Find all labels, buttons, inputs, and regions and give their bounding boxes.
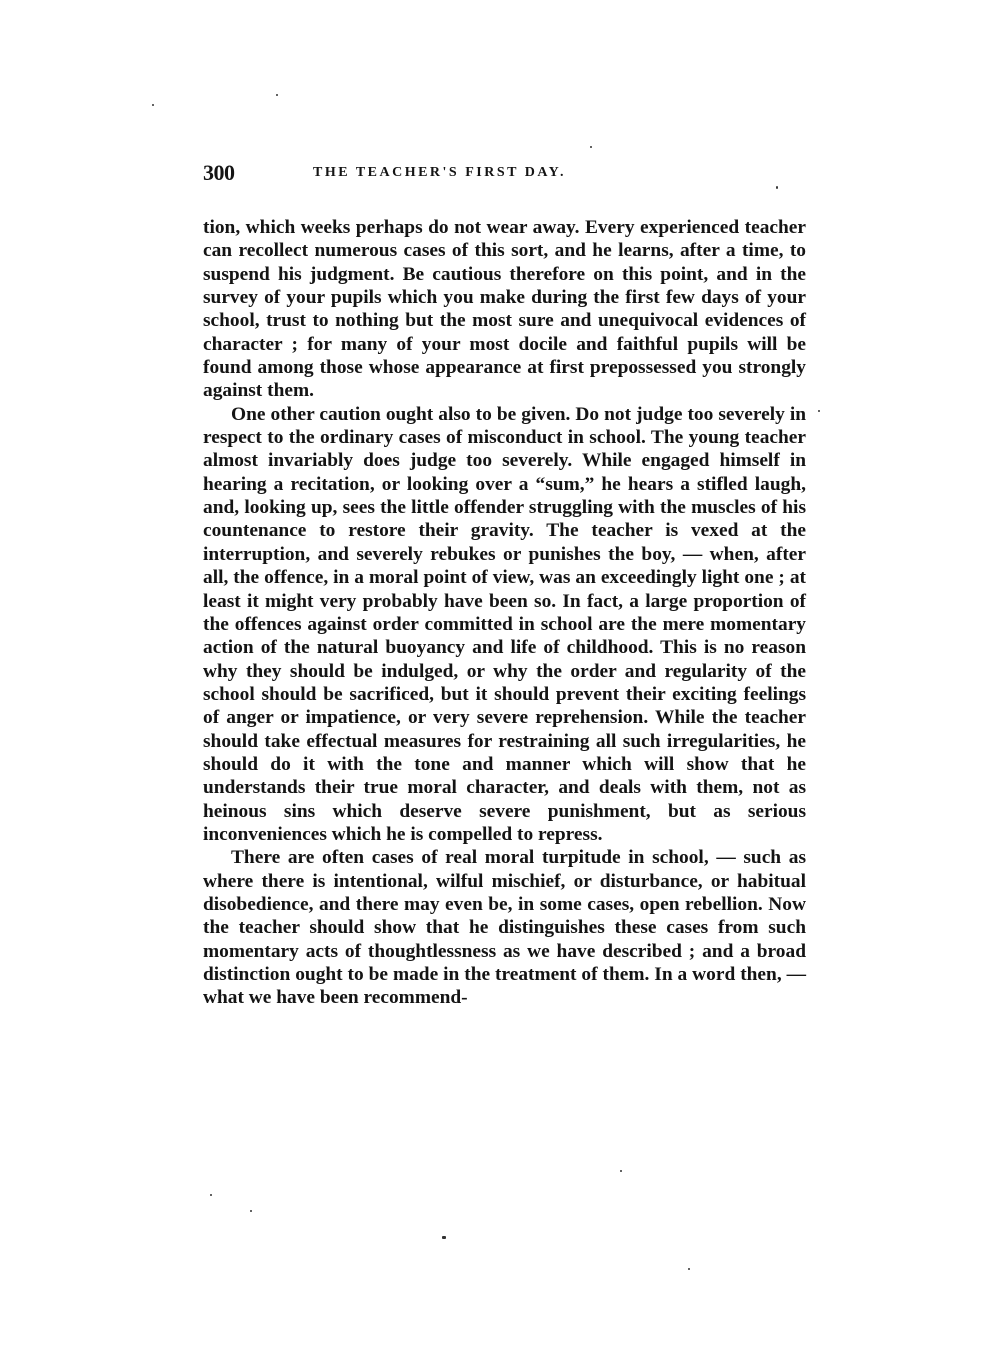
page-number: 300 <box>203 160 235 185</box>
scan-speck <box>210 1194 212 1196</box>
scan-speck <box>818 410 820 412</box>
scan-speck <box>152 104 154 106</box>
paragraph-1: tion, which weeks perhaps do not wear away. Every experienced teacher can recollect numerous cases of this sort, and he learns, after a time, to suspend his judgment. Be cautious therefore on this point, and in the survey of your pupils which you make during the first few days of your school, trust to nothing but the most sure and unequivocal evidences of character ; for many of your most docile and faithful pupils will be found among those whose appearance at first prepossessed you strongly against them. <box>203 217 806 402</box>
scan-speck <box>776 186 778 189</box>
paragraph-2: One other caution ought also to be given. Do not judge too severely in respect to the ordinary cases of misconduct in school. The young teacher almost invariably does judge too severely. While engaged himself in hearing a recitation, or looking over a “sum,” he hears a stifled laugh, and, looking up, sees the little offender struggling with the muscles of his countenance to restore their gravity. The teacher is vexed at the interruption, and severely rebukes or punishes the boy, — when, after all, the offence, in a moral point of view, was an exceedingly light one ; at least it might very probably have been so. In fact, a large proportion of the offences against order committed in school are the mere momentary action of the natural buoyancy and life of childhood. This is no reason why they should be indulged, or why the order and regularity of the school should be sacrificed, but it should prevent their exciting feelings of anger or impatience, or very severe reprehension. While the teacher should take effectual measures for restraining all such irregularities, he should do it with the tone and manner which will show that he understands their true moral character, and deals with them, not as heinous sins which deserve severe punishment, but as serious inconveniences which he is compelled to repress. <box>203 403 806 845</box>
scan-speck <box>688 1268 690 1270</box>
paragraph-3: There are often cases of real moral turpitude in school, — such as where there is intentional, wilful mischief, or disturbance, or habitual disobedience, and there may even be, in some cases, open rebellion. Now the teacher should show that he distinguishes these cases from such momentary acts of thoughtlessness as we have described ; and a broad distinction ought to be made in the treatment of them. In a word then, — what we have been recommend- <box>203 847 806 1009</box>
scan-speck <box>250 1210 252 1212</box>
scan-speck <box>590 146 592 148</box>
scan-speck <box>620 1170 622 1172</box>
running-head: THE TEACHER'S FIRST DAY. <box>313 165 566 180</box>
page-header <box>203 160 806 194</box>
scan-speck <box>442 1236 446 1239</box>
book-page <box>203 160 806 1010</box>
scan-speck <box>276 94 278 96</box>
body-text <box>203 216 806 1010</box>
